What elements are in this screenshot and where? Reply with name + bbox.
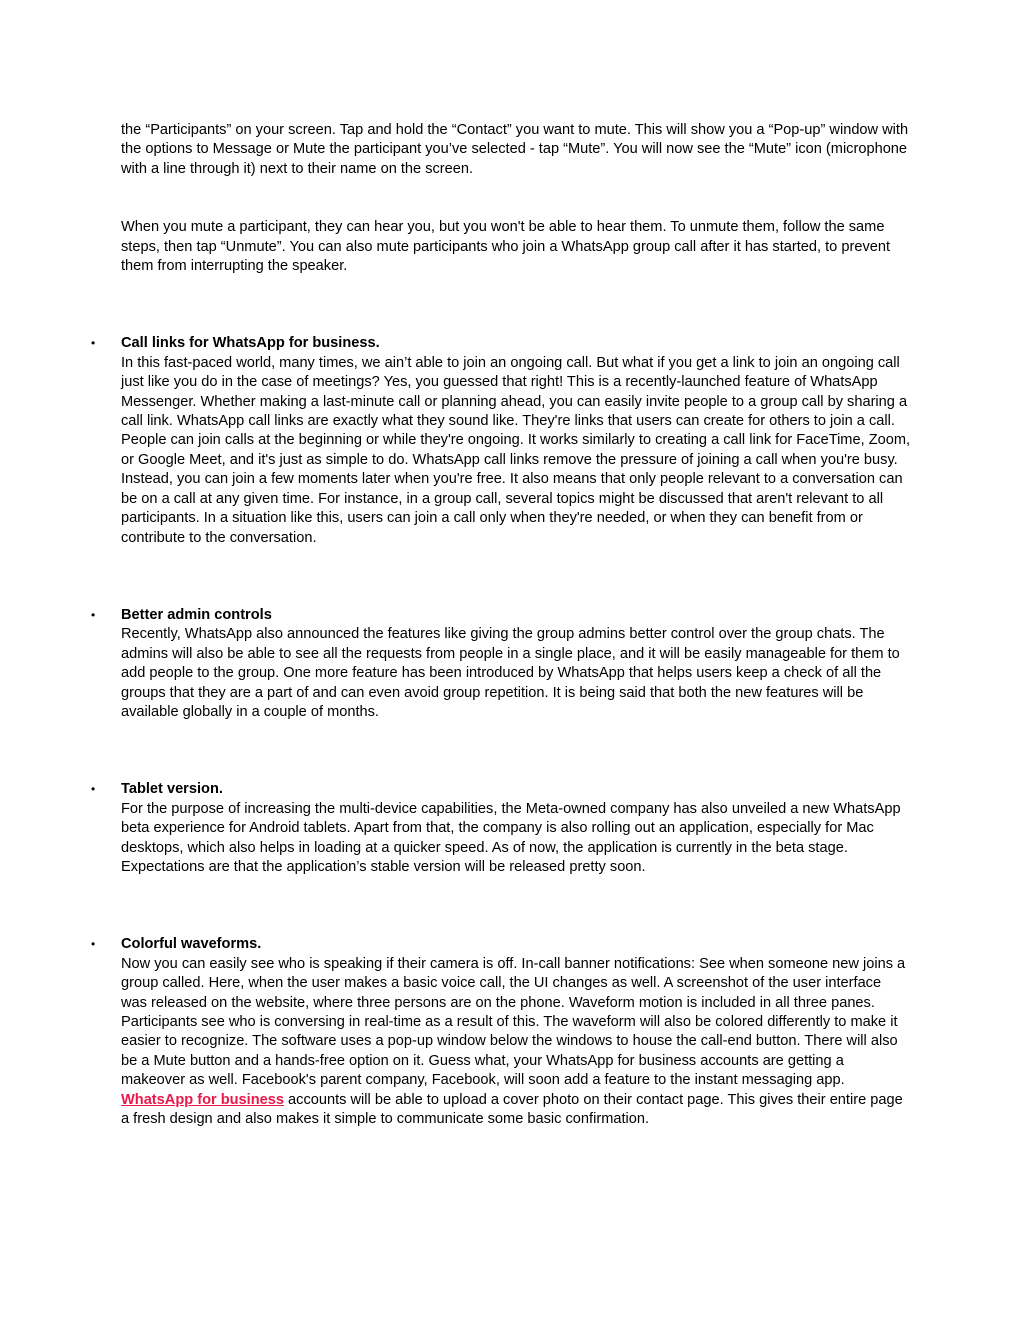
section-body: Recently, WhatsApp also announced the features like giving the group admins better control over the group chats. The admins will also be able to see all the requests from people in a single place, and it will be easily manageable for them to add people to the group. One more feature has been introduced by WhatsApp that helps users keep a check of all the groups that they are a part of and can even avoid group repetition. It is being said that both the new features will be available globally in a couple of months. bbox=[121, 626, 900, 720]
section-body-after-link: accounts will be able to upload a cover photo on their contact page. This gives their entire page a fresh design and also makes it simple to communicate some basic confirmation. bbox=[121, 1091, 903, 1128]
intro-paragraph-2: When you mute a participant, they can hear you, but you won't be able to hear them. To unmute them, follow the same steps, then tap “Unmute”. You can also mute participants who join a WhatsApp group call after it has started, to prevent them from interrupting the speaker. bbox=[121, 219, 891, 275]
document-page bbox=[91, 121, 911, 1129]
section-title: Call links for WhatsApp for business. bbox=[121, 335, 380, 352]
section-title: Tablet version. bbox=[121, 781, 223, 798]
list-item-call-links bbox=[91, 334, 911, 547]
section-body: In this fast-paced world, many times, we ain’t able to join an ongoing call. But what if you get a link to join an ongoing call just like you do in the case of meetings? Yes, you guessed that right! This is a recently-launched feature of WhatsApp Messenger. Whether making a last-minute call or planning ahead, you can easily invite people to a group call by sharing a call link. WhatsApp call links are exactly what they sound like. They're links that users can create for others to join a call. People can join calls at the beginning or while they're ongoing. It works similarly to creating a call link for FaceTime, Zoom, or Google Meet, and it's just as simple to do. WhatsApp call links remove the pressure of joining a call when you're busy. Instead, you can join a few moments later when you're free. It also means that only people relevant to a conversation can be on a call at any given time. For instance, in a group call, several topics might be discussed that aren't relevant to all participants. In a situation like this, users can join a call only when they're needed, or when they can benefit from or contribute to the conversation. bbox=[121, 354, 911, 546]
section-body-text: Now you can easily see who is speaking if their camera is off. In-call banner notifications: See when someone new joins a group called. Here, when the user makes a basic voice call, the UI changes as well. A screenshot of the user interface was released on the website, where three persons are on the phone. Waveform motion is included in all three panes. Participants see who is conversing in real-time as a result of this. The waveform will also be colored differently to make it easier to recognize. The software uses a pop-up window below the windows to house the call-end button. There will also be a Mute button and a hands-free option on it. Guess what, your WhatsApp for business accounts are getting a makeover as well. Facebook's parent company, Facebook, will soon add a feature to the instant messaging app. bbox=[121, 955, 906, 1089]
bullet-icon: • bbox=[91, 937, 96, 952]
list-item-colorful-waveforms bbox=[91, 935, 911, 1129]
section-title: Colorful waveforms. bbox=[121, 936, 262, 953]
list-item-admin-controls bbox=[91, 606, 911, 722]
section-title: Better admin controls bbox=[121, 606, 272, 623]
bullet-icon: • bbox=[91, 336, 96, 351]
bullet-icon: • bbox=[91, 607, 96, 622]
bullet-icon: • bbox=[91, 782, 96, 797]
list-item-tablet-version bbox=[91, 780, 911, 877]
intro-paragraph-1: the “Participants” on your screen. Tap and hold the “Contact” you want to mute. This will show you a “Pop-up” window with the options to Message or Mute the participant you’ve selected - tap “Mute”. You will now see the “Mute” icon (microphone with a line through it) next to their name on the screen. bbox=[121, 122, 909, 177]
section-body bbox=[121, 955, 911, 1130]
whatsapp-for-business-link[interactable]: WhatsApp for business bbox=[121, 1091, 284, 1108]
section-body: For the purpose of increasing the multi-device capabilities, the Meta-owned company has also unveiled a new WhatsApp beta experience for Android tablets. Apart from that, the company is also rolling out an application, especially for Mac desktops, which also helps in loading at a quicker speed. As of now, the application is currently in the beta stage. Expectations are that the application’s stable version will be released pretty soon. bbox=[121, 800, 901, 875]
